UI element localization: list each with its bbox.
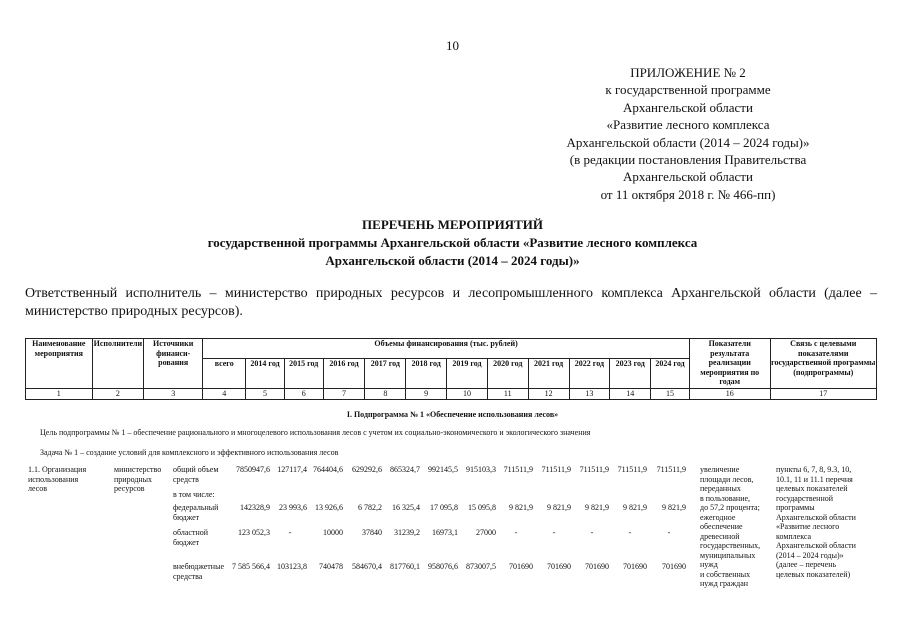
header-link: Связь с целевыми показателями государственной программы (подпрограммы) — [770, 339, 877, 389]
funding-source-line: бюджет — [173, 537, 200, 547]
measure-link-line: 10.1, 11 и 11.1 перечня — [776, 474, 853, 484]
measure-indicators-line: нужд граждан — [700, 579, 749, 588]
funding-value: 142328,9 — [240, 503, 270, 512]
appendix-line: Архангельской области — [623, 99, 753, 115]
measure-link-line: Архангельской области — [776, 512, 856, 522]
title-line: Архангельской области (2014 – 2024 годы)» — [325, 253, 580, 268]
funding-value: - — [552, 528, 556, 537]
funding-value: 103123,8 — [277, 562, 307, 571]
measure-link-line: (далее – перечень — [776, 560, 837, 569]
title-line: ПЕРЕЧЕНЬ МЕРОПРИЯТИЙ — [362, 217, 543, 232]
funding-value: 711511,9 — [541, 465, 571, 474]
subprogram-task: Задача № 1 – создание условий для комплексного и эффективного использования лесов — [40, 448, 339, 457]
funding-value: 16 325,4 — [392, 503, 420, 512]
funding-value: 17 095,8 — [430, 503, 458, 512]
header-year: 2019 год — [447, 359, 488, 389]
funding-value: 992145,5 — [428, 465, 458, 474]
measure-executor-line: министерство — [114, 465, 162, 474]
funding-value: 740478 — [319, 562, 343, 571]
measure-link-line: пункты 6, 7, 8, 9.3, 10, — [776, 465, 852, 474]
funding-value: 9 821,9 — [547, 503, 571, 512]
appendix-line: (в редакции постановления Правительства — [569, 152, 807, 168]
column-number: 6 — [284, 389, 323, 400]
header-total: всего — [203, 359, 246, 389]
funding-source — [173, 490, 215, 500]
funding-source — [173, 562, 224, 581]
measure-link-line: программы — [776, 503, 815, 512]
measure-indicators-line: ежегодное — [700, 512, 736, 522]
funding-value: 817760,1 — [390, 562, 420, 571]
funding-value: 584670,4 — [352, 562, 382, 571]
funding-value: - — [590, 528, 594, 537]
funding-value: 10000 — [323, 528, 343, 537]
funding-value: 16973,1 — [432, 528, 458, 537]
column-numbers-row — [26, 389, 877, 400]
measure-link-line: целевых показателей — [776, 484, 848, 493]
funding-source — [173, 465, 218, 484]
column-number: 16 — [689, 389, 770, 400]
header-year: 2018 год — [406, 359, 447, 389]
subprogram-title: I. Подпрограмма № 1 «Обеспечение использования лесов» — [346, 410, 559, 419]
funding-value: - — [667, 528, 671, 537]
funding-value: 873007,5 — [466, 562, 496, 571]
header-year: 2021 год — [528, 359, 569, 389]
funding-value: 701690 — [547, 562, 571, 571]
measure-indicators-line: увеличение — [700, 465, 740, 474]
header-volumes: Объемы финансирования (тыс. рублей) — [203, 339, 690, 359]
funding-value: 711511,9 — [617, 465, 647, 474]
funding-value: 7 585 566,4 — [232, 562, 270, 571]
measure-executor-line: природных — [114, 474, 153, 484]
header-year: 2016 год — [323, 359, 365, 389]
funding-value: 15 095,8 — [468, 503, 496, 512]
funding-source-line: бюджет — [173, 512, 200, 522]
measure-indicators-line: древесиной — [700, 531, 740, 541]
header-year: 2014 год — [246, 359, 285, 389]
measure-link-line: Архангельской области — [776, 541, 856, 550]
appendix-block — [523, 64, 853, 203]
financing-table-header — [25, 338, 877, 400]
funding-source — [173, 503, 218, 522]
column-number: 17 — [770, 389, 877, 400]
header-year: 2017 год — [365, 359, 406, 389]
appendix-line: ПРИЛОЖЕНИЕ № 2 — [630, 65, 746, 80]
funding-value: - — [514, 528, 518, 537]
column-number: 13 — [569, 389, 610, 400]
column-number: 9 — [406, 389, 447, 400]
funding-source-line: областной — [173, 528, 209, 537]
funding-source-line: средства — [173, 571, 203, 581]
measure-indicators-line: площади лесов, — [700, 474, 754, 484]
measure-name-line: использования — [28, 474, 79, 484]
subprogram-goal: Цель подпрограммы № 1 – обеспечение рационального и многоцелевого использования лесов с учетом их социально-экономического и экологического значения — [40, 428, 591, 437]
funding-value: 6 782,2 — [358, 503, 382, 512]
measure-link-line: «Развитие лесного — [776, 522, 840, 531]
funding-source-line: в том числе: — [173, 490, 215, 499]
header-year: 2020 год — [487, 359, 528, 389]
funding-value: 9 821,9 — [509, 503, 533, 512]
column-number: 2 — [92, 389, 144, 400]
funding-value: 31239,2 — [394, 528, 420, 537]
column-number: 15 — [651, 389, 690, 400]
measure-indicators-line: до 57,2 процента; — [700, 503, 760, 512]
measure-indicators-line: государственных, — [700, 541, 761, 550]
measure-name-line: лесов — [28, 484, 48, 493]
funding-value: 701690 — [509, 562, 533, 571]
funding-value: 23 993,6 — [279, 503, 307, 512]
column-number: 7 — [323, 389, 365, 400]
header-sources: Источники финанси-рования — [144, 339, 203, 389]
funding-source-line: общий объем — [173, 465, 219, 474]
funding-value: 9 821,9 — [662, 503, 686, 512]
header-name: Наименование мероприятия — [26, 339, 93, 389]
appendix-line: к государственной программе — [605, 82, 771, 98]
funding-value: 123 052,3 — [238, 528, 270, 537]
measure-indicators-line: в пользование, — [700, 493, 751, 503]
funding-value: 958076,6 — [428, 562, 458, 571]
measure-executor-line: ресурсов — [114, 484, 145, 493]
measure-link-line: (2014 – 2024 годы)» — [776, 550, 844, 560]
appendix-line: «Развитие лесного комплекса — [606, 117, 770, 133]
title-line: государственной программы Архангельской области «Развитие лесного комплекса — [207, 235, 698, 250]
funding-value: 13 926,6 — [315, 503, 343, 512]
measure-link-line: государственной — [776, 493, 834, 503]
header-year: 2023 год — [610, 359, 651, 389]
column-number: 10 — [447, 389, 488, 400]
funding-value: 711511,9 — [503, 465, 533, 474]
measure-link-line: целевых показателей) — [776, 569, 851, 579]
funding-value: 701690 — [662, 562, 686, 571]
funding-source-line: средств — [173, 474, 199, 484]
column-number: 11 — [487, 389, 528, 400]
appendix-line: Архангельской области (2014 – 2024 годы)» — [566, 134, 810, 150]
funding-source — [173, 528, 208, 547]
funding-value: 764404,6 — [313, 465, 343, 474]
measure-executor — [114, 465, 161, 494]
measure-link-line: комплекса — [776, 531, 812, 541]
measure-indicators-line: обеспечение — [700, 522, 743, 531]
header-year: 2022 год — [569, 359, 610, 389]
funding-value: - — [628, 528, 632, 537]
funding-value: 9 821,9 — [623, 503, 647, 512]
funding-value: 711511,9 — [656, 465, 686, 474]
measure-indicators-line: переданных — [700, 484, 741, 493]
column-number: 14 — [610, 389, 651, 400]
measure-link — [776, 465, 856, 579]
responsible-executor-paragraph: Ответственный исполнитель – министерство природных ресурсов и лесопромышленного комплекса Архангельской области (далее – министерство природных ресурсов). — [25, 286, 877, 319]
funding-value: 127117,4 — [277, 465, 307, 474]
funding-source-line: внебюджетные — [173, 562, 224, 571]
measure-name-line: 1.1. Организация — [28, 465, 87, 474]
funding-value: 7850947,6 — [236, 465, 270, 474]
header-year: 2015 год — [284, 359, 323, 389]
column-number: 3 — [144, 389, 203, 400]
funding-value: 711511,9 — [579, 465, 609, 474]
funding-value: - — [288, 528, 292, 537]
funding-value: 27000 — [476, 528, 496, 537]
funding-value: 629292,6 — [352, 465, 382, 474]
measure-indicators-line: нужд — [700, 560, 718, 569]
column-number: 1 — [26, 389, 93, 400]
column-number: 4 — [203, 389, 246, 400]
header-indicators: Показатели результата реализации мероприятия по годам — [689, 339, 770, 389]
funding-value: 915103,3 — [466, 465, 496, 474]
measure-indicators — [700, 465, 760, 589]
funding-value: 701690 — [623, 562, 647, 571]
measure-indicators-line: и собственных — [700, 569, 751, 579]
column-number: 5 — [246, 389, 285, 400]
measure-indicators-line: муниципальных — [700, 550, 756, 560]
funding-value: 37840 — [362, 528, 382, 537]
funding-source-line: федеральный — [173, 503, 219, 512]
column-number: 8 — [365, 389, 406, 400]
measure-name — [28, 465, 86, 494]
header-year: 2024 год — [651, 359, 690, 389]
document-title — [0, 216, 905, 270]
header-executors: Исполнители — [92, 339, 144, 389]
page-number: 10 — [446, 38, 459, 53]
appendix-line: Архангельской области — [623, 169, 753, 185]
funding-value: 701690 — [585, 562, 609, 571]
funding-value: 9 821,9 — [585, 503, 609, 512]
column-number: 12 — [528, 389, 569, 400]
funding-value: 865324,7 — [390, 465, 420, 474]
appendix-line: от 11 октября 2018 г. № 466-пп) — [600, 186, 776, 202]
